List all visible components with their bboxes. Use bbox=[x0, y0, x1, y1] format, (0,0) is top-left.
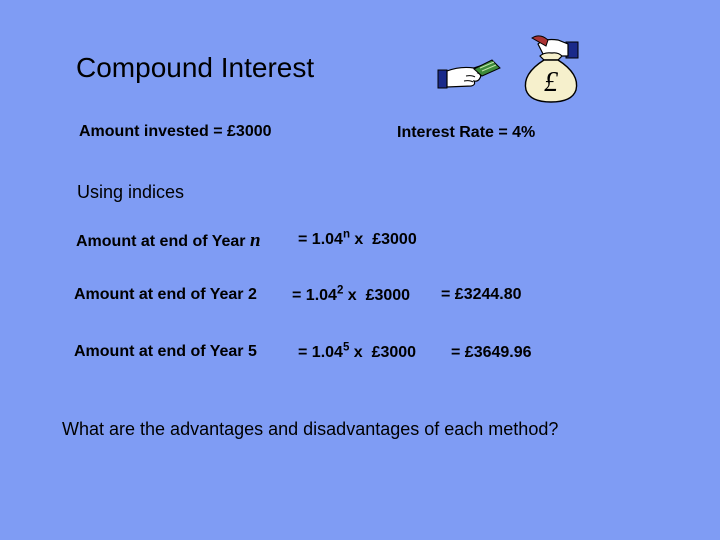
year-n-exponent: n bbox=[342, 228, 350, 241]
discussion-question: What are the advantages and disadvantages of each method? bbox=[62, 419, 559, 439]
year-n-variable: n bbox=[249, 230, 261, 251]
year-5-result: = £3649.96 bbox=[451, 344, 532, 361]
year-2-equation bbox=[292, 284, 411, 305]
year-n-row bbox=[76, 230, 261, 252]
year-n-principal: x £3000 bbox=[349, 231, 417, 248]
year-5-equation bbox=[298, 341, 417, 362]
year-2-principal: x £3000 bbox=[343, 287, 411, 304]
slide-title: Compound Interest bbox=[76, 52, 315, 83]
year-2-label: Amount at end of Year 2 bbox=[74, 286, 257, 303]
year-5-base: = 1.04 bbox=[298, 344, 343, 361]
year-n-equation bbox=[298, 228, 417, 249]
year-5-exponent: 5 bbox=[342, 341, 350, 354]
hand-with-banknote-icon bbox=[430, 56, 502, 100]
year-2-exponent: 2 bbox=[336, 284, 344, 297]
year-5-label: Amount at end of Year 5 bbox=[74, 343, 257, 360]
year-2-result: = £3244.80 bbox=[441, 286, 522, 303]
pound-money-bag-icon bbox=[518, 34, 584, 104]
year-n-base: = 1.04 bbox=[298, 231, 343, 248]
year-2-base: = 1.04 bbox=[292, 287, 337, 304]
method-heading: Using indices bbox=[77, 182, 185, 202]
year-n-label: Amount at end of Year bbox=[76, 233, 246, 250]
pound-symbol: £ bbox=[544, 67, 558, 98]
interest-rate: Interest Rate = 4% bbox=[397, 124, 536, 141]
amount-invested: Amount invested = £3000 bbox=[79, 123, 272, 140]
year-5-principal: x £3000 bbox=[349, 344, 417, 361]
